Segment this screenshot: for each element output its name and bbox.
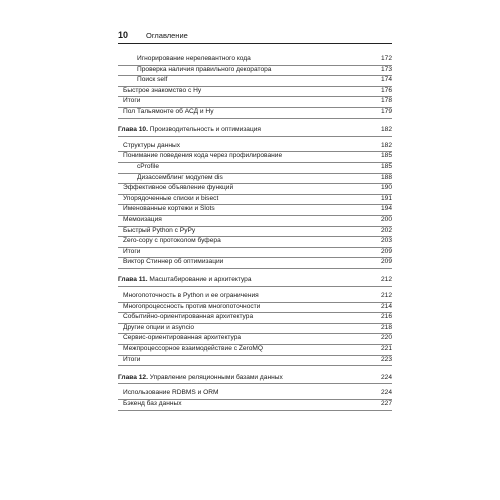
toc-entry-row [118, 313, 392, 324]
toc-entry-row [118, 97, 392, 108]
toc-entry-text: Итоги [123, 355, 141, 363]
toc-page-number: 182 [380, 141, 392, 149]
table-of-contents [118, 55, 392, 411]
toc-page-number: 220 [380, 334, 392, 342]
page-header [118, 27, 392, 44]
toc-entry-row [118, 184, 392, 195]
toc-entry-text: Использование RDBMS и ORM [123, 389, 219, 397]
toc-page-number: 188 [380, 173, 392, 181]
toc-entry-text: Многопроцессность против многопоточности [123, 302, 261, 310]
toc-page-number: 185 [380, 152, 392, 160]
toc-entry-row [118, 174, 392, 185]
toc-entry-label [123, 97, 378, 104]
toc-page-number: 176 [380, 86, 392, 94]
toc-page-number: 209 [380, 247, 392, 255]
toc-entry-label [123, 237, 378, 244]
toc-entry-label [123, 227, 378, 234]
toc-page-number: 209 [380, 258, 392, 266]
toc-entry-row [118, 345, 392, 356]
toc-entry-text: Итоги [123, 97, 141, 105]
toc-page-number: 202 [380, 226, 392, 234]
toc-page-number: 178 [380, 97, 392, 105]
toc-entry-text: Упорядоченные списки и bisect [123, 194, 219, 202]
toc-entry-label [123, 258, 378, 265]
toc-entry-label [123, 303, 378, 310]
toc-page-number: 223 [380, 355, 392, 363]
toc-entry-label [137, 163, 378, 170]
toc-entry-label [123, 152, 378, 159]
toc-entry-label [123, 216, 378, 223]
toc-entry-row [118, 87, 392, 98]
page-number: 10 [118, 30, 129, 40]
toc-entry-row [118, 163, 392, 174]
toc-entry-label [123, 334, 378, 341]
running-title: Оглавление [146, 31, 188, 40]
toc-page-number: 200 [380, 215, 392, 223]
toc-entry-text: Масштабирование и архитектура [149, 276, 252, 284]
toc-page-number: 224 [380, 389, 392, 397]
toc-entry-text: Zero-copy с протоколом буфера [123, 237, 221, 245]
chapter-number: Глава 10. [118, 126, 148, 134]
toc-entry-label [123, 248, 378, 255]
toc-entry-text: Сервис-ориентированная архитектура [123, 334, 242, 342]
toc-entry-row [118, 66, 392, 77]
toc-entry-row [118, 205, 392, 216]
toc-entry-label [118, 276, 378, 283]
toc-entry-text: Игнорирование нерелевантного кода [137, 55, 251, 62]
toc-chapter-row [118, 374, 392, 385]
toc-entry-label [123, 389, 378, 396]
toc-entry-row [118, 152, 392, 163]
toc-entry-text: Производительность и оптимизация [149, 126, 261, 134]
toc-entry-label [137, 66, 378, 73]
toc-entry-label [123, 195, 378, 202]
toc-entry-row [118, 108, 392, 119]
toc-entry-row [118, 55, 392, 66]
toc-entry-row [118, 258, 392, 269]
toc-page-number: 190 [380, 184, 392, 192]
toc-page-number: 224 [380, 373, 392, 381]
toc-page-number: 212 [380, 292, 392, 300]
toc-page-number: 203 [380, 237, 392, 245]
toc-entry-label [137, 174, 378, 181]
toc-page-number: 194 [380, 205, 392, 213]
toc-entry-row [118, 142, 392, 153]
toc-entry-label [123, 292, 378, 299]
toc-page-number: 214 [380, 302, 392, 310]
toc-entry-text: Виктор Стиннер об оптимизации [123, 258, 224, 266]
toc-entry-label [123, 184, 378, 191]
toc-entry-text: Мемоизация [123, 215, 162, 223]
toc-page-number: 227 [380, 400, 392, 407]
toc-entry-text: Событийно-ориентированная архитектура [123, 313, 254, 321]
toc-entry-text: Понимание поведения кода через профилирование [123, 152, 283, 160]
toc-entry-label [123, 324, 378, 331]
toc-entry-row [118, 216, 392, 227]
toc-entry-text: Пол Тальямонте об АСД и Hy [123, 107, 214, 115]
toc-page-number: 221 [380, 345, 392, 353]
toc-entry-row [118, 324, 392, 335]
toc-entry-label [123, 205, 378, 212]
toc-chapter-row [118, 126, 392, 137]
toc-entry-row [118, 76, 392, 87]
toc-entry-row [118, 389, 392, 400]
toc-entry-text: Бэкенд баз данных [123, 400, 182, 407]
toc-page-number: 174 [380, 76, 392, 84]
toc-entry-text: Именованные кортежи и Slots [123, 205, 215, 213]
toc-entry-text: Межпроцессорное взаимодействие с ZeroMQ [123, 345, 264, 353]
toc-page-number: 179 [380, 107, 392, 115]
toc-entry-row [118, 248, 392, 259]
toc-entry-text: Дизассемблинг модулем dis [137, 173, 223, 181]
toc-entry-label [123, 356, 378, 363]
toc-entry-row [118, 400, 392, 411]
toc-page-number: 172 [380, 55, 392, 62]
toc-entry-text: Быстрое знакомство с Hy [123, 86, 202, 94]
toc-page-number: 218 [380, 323, 392, 331]
toc-entry-label [118, 126, 378, 133]
toc-entry-label [137, 76, 378, 83]
toc-entry-label [137, 55, 378, 62]
toc-entry-text: Эффективное объявление функций [123, 184, 234, 192]
toc-entry-row [118, 303, 392, 314]
toc-entry-row [118, 227, 392, 238]
toc-page-number: 212 [380, 276, 392, 284]
toc-entry-text: Многопоточность в Python и ее ограничения [123, 292, 259, 300]
toc-page-number: 191 [380, 194, 392, 202]
toc-entry-text: Другие опции и asyncio [123, 323, 195, 331]
toc-entry-text: Быстрый Python с PyPy [123, 226, 196, 234]
chapter-number: Глава 11. [118, 276, 148, 284]
toc-entry-label [123, 87, 378, 94]
toc-entry-label [123, 345, 378, 352]
toc-page-number: 182 [380, 126, 392, 134]
toc-entry-text: Итоги [123, 247, 141, 255]
toc-entry-text: Структуры данных [123, 141, 181, 149]
toc-entry-label [123, 313, 378, 320]
toc-entry-label [118, 374, 378, 381]
toc-entry-text: Поиск self [137, 76, 168, 84]
toc-page-number: 173 [380, 65, 392, 73]
toc-entry-label [123, 142, 378, 149]
toc-entry-text: cProfile [137, 162, 159, 170]
chapter-number: Глава 12. [118, 373, 148, 381]
toc-chapter-row [118, 276, 392, 287]
toc-entry-row [118, 195, 392, 206]
toc-entry-text: Управление реляционными базами данных [149, 373, 283, 381]
toc-entry-text: Проверка наличия правильного декоратора [137, 65, 272, 73]
toc-entry-label [123, 108, 378, 115]
toc-entry-row [118, 237, 392, 248]
toc-entry-label [123, 400, 378, 407]
toc-entry-row [118, 356, 392, 367]
toc-page-number: 216 [380, 313, 392, 321]
toc-entry-row [118, 334, 392, 345]
toc-page-number: 185 [380, 162, 392, 170]
toc-entry-row [118, 292, 392, 303]
